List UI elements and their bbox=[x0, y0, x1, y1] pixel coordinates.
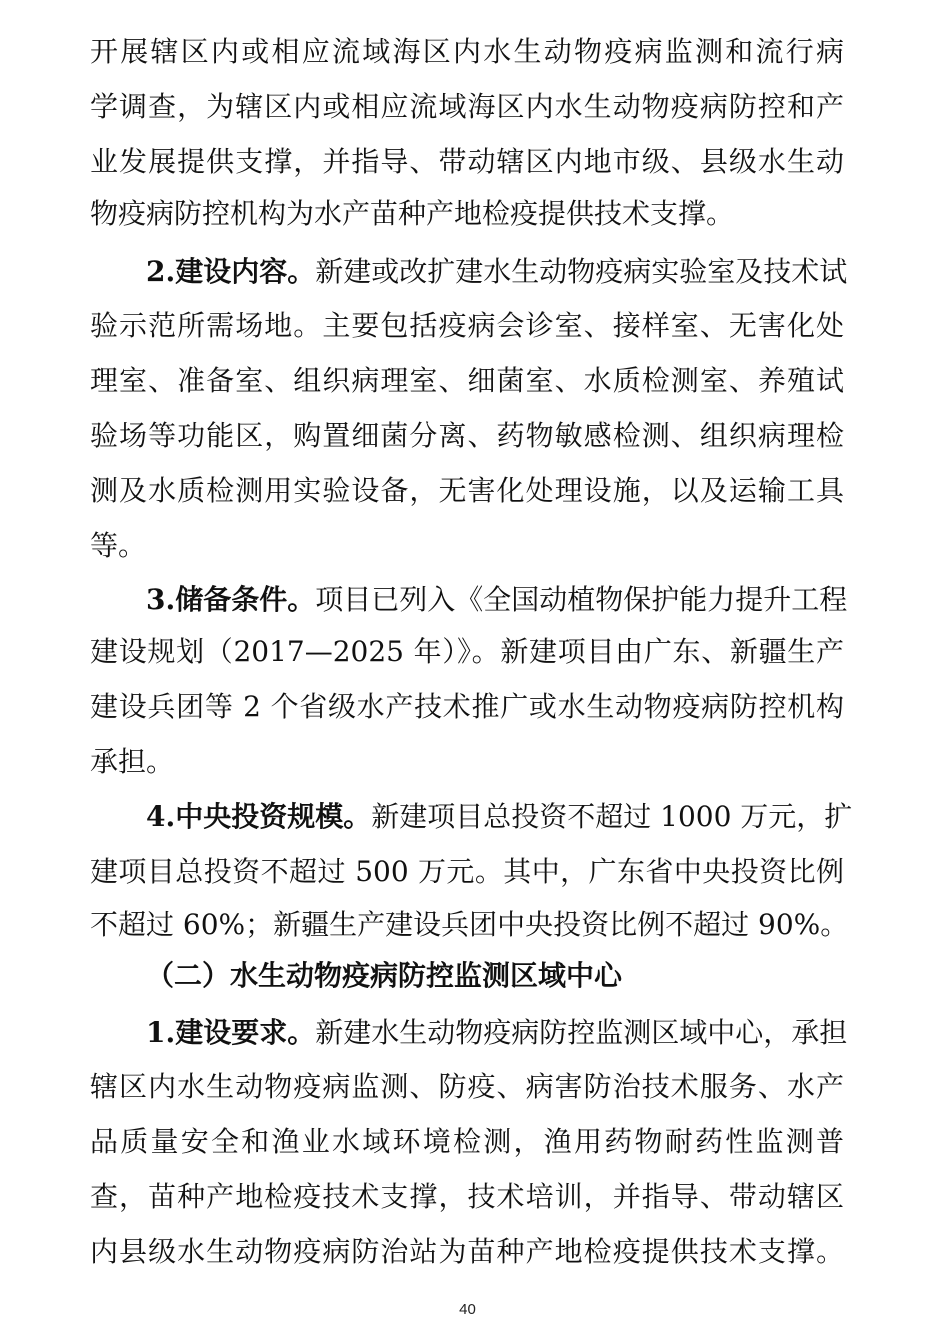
section-2-first-text: 新建或改扩建水生动物疫病实验室及技术试 bbox=[315, 255, 848, 288]
text-line: 建项目总投资不超过 500 万元。其中，广东省中央投资比例 bbox=[90, 855, 844, 888]
section-3-title: 3.储备条件。 bbox=[146, 583, 316, 616]
section-4-first-text: 新建项目总投资不超过 1000 万元，扩 bbox=[371, 800, 853, 833]
text-line: 不超过 60%；新疆生产建设兵团中央投资比例不超过 90%。 bbox=[90, 908, 849, 941]
text-line: 内县级水生动物疫病防治站为苗种产地检疫提供技术支撑。 bbox=[90, 1235, 844, 1268]
text-line: 建设规划（2017—2025 年）》。新建项目由广东、新疆生产 bbox=[90, 635, 844, 668]
text-line: 验示范所需场地。主要包括疫病会诊室、接样室、无害化处 bbox=[90, 309, 844, 342]
section-heading: （二）水生动物疫病防控监测区域中心 bbox=[146, 959, 623, 992]
subsection-1-first-text: 新建水生动物疫病防控监测区域中心，承担 bbox=[315, 1016, 848, 1049]
section-2-title: 2.建设内容。 bbox=[146, 255, 316, 288]
text-line: 理室、准备室、组织病理室、细菌室、水质检测室、养殖试 bbox=[90, 364, 844, 397]
text-line: 辖区内水生动物疫病监测、防疫、病害防治技术服务、水产 bbox=[90, 1070, 844, 1103]
text-line: 物疫病防控机构为水产苗种产地检疫提供技术支撑。 bbox=[90, 197, 735, 230]
section-3-first-text: 项目已列入《全国动植物保护能力提升工程 bbox=[315, 583, 848, 616]
section-3-first-line bbox=[146, 580, 848, 620]
section-2-first-line bbox=[146, 252, 848, 292]
text-line: 测及水质检测用实验设备，无害化处理设施，以及运输工具 bbox=[90, 474, 844, 507]
section-4-first-line bbox=[146, 797, 853, 837]
section-4-title: 4.中央投资规模。 bbox=[146, 800, 372, 833]
text-line: 开展辖区内或相应流域海区内水生动物疫病监测和流行病 bbox=[90, 35, 844, 68]
text-line: 查，苗种产地检疫技术支撑，技术培训，并指导、带动辖区 bbox=[90, 1180, 844, 1213]
subsection-1-title: 1.建设要求。 bbox=[146, 1016, 316, 1049]
text-line: 承担。 bbox=[90, 745, 175, 778]
text-line: 建设兵团等 2 个省级水产技术推广或水生动物疫病防控机构 bbox=[90, 690, 844, 723]
text-line: 品质量安全和渔业水域环境检测，渔用药物耐药性监测普 bbox=[90, 1125, 844, 1158]
text-line: 业发展提供支撑，并指导、带动辖区内地市级、县级水生动 bbox=[90, 145, 844, 178]
subsection-1-first-line bbox=[146, 1013, 848, 1053]
page-number: 40 bbox=[459, 1301, 476, 1318]
text-line: 学调查，为辖区内或相应流域海区内水生动物疫病防控和产 bbox=[90, 90, 844, 123]
text-line: 验场等功能区，购置细菌分离、药物敏感检测、组织病理检 bbox=[90, 419, 844, 452]
text-line: 等。 bbox=[90, 529, 147, 562]
